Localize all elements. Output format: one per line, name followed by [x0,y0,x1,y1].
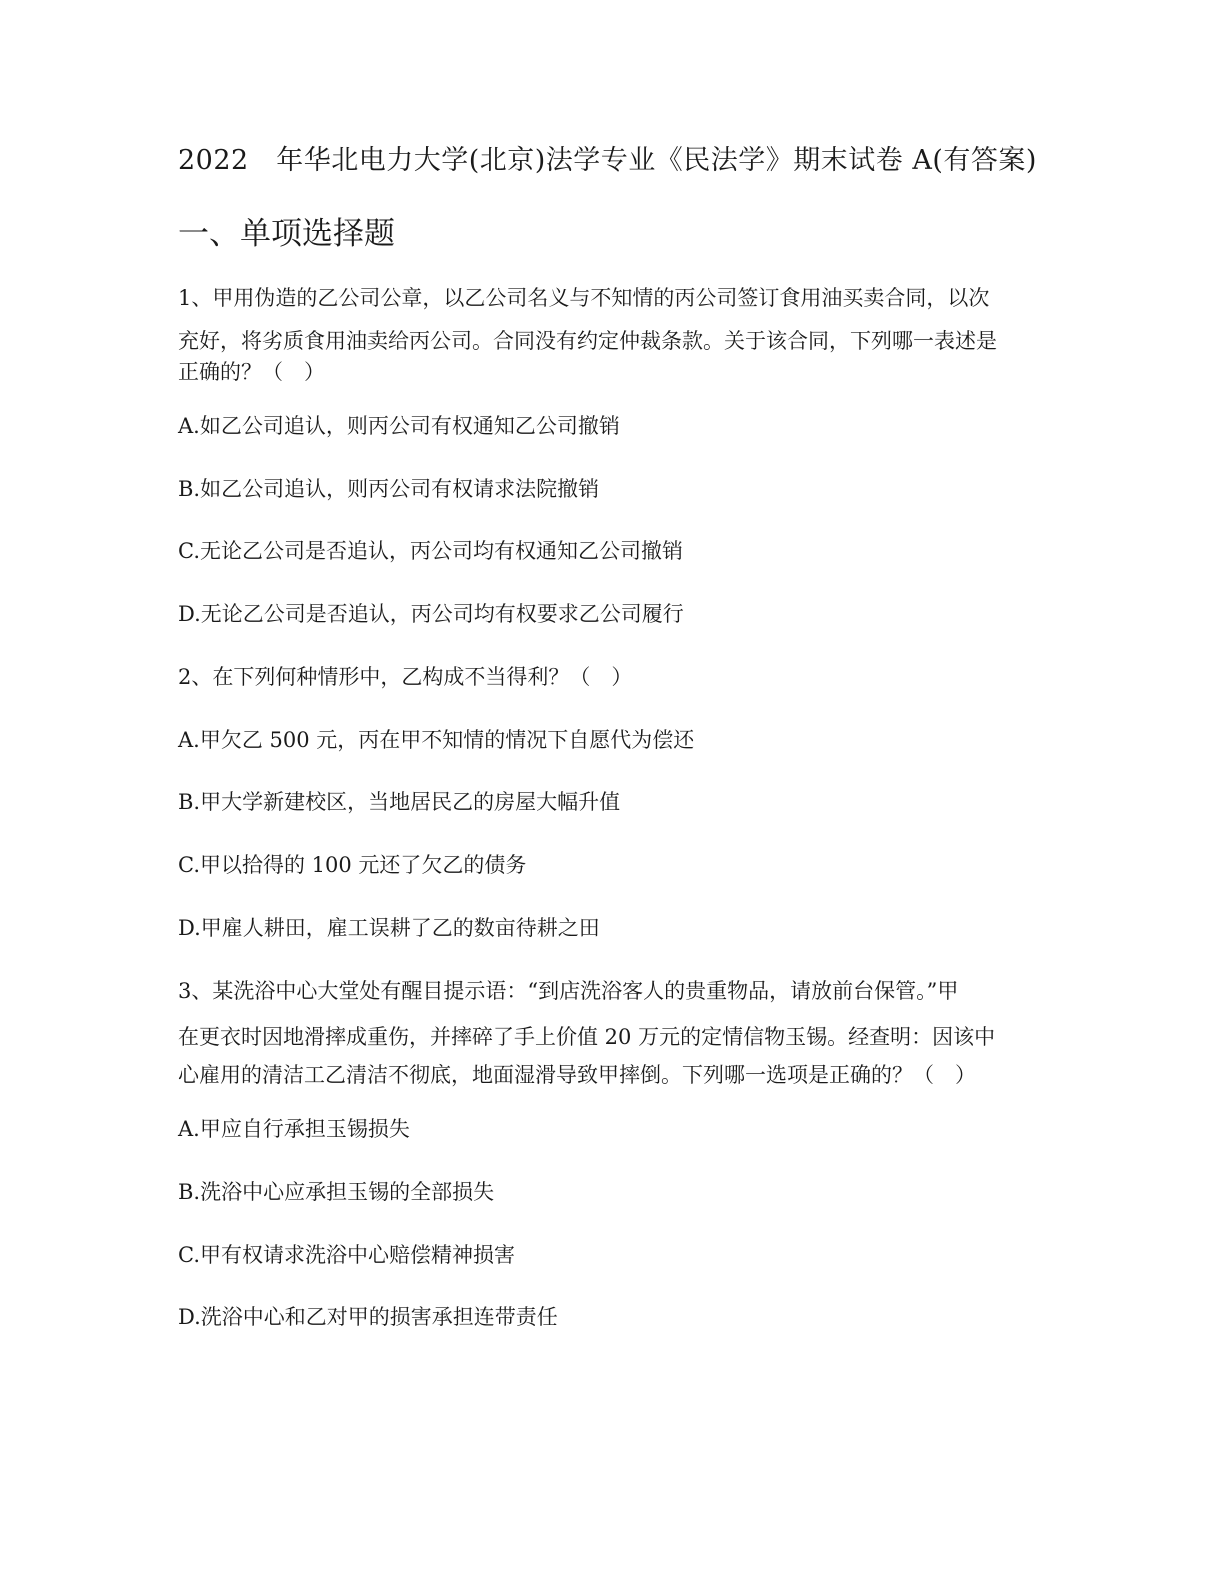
question-3-option-a: A.甲应自行承担玉锡损失 [178,1117,410,1141]
question-3-stem-line-1: 3、某洗浴中心大堂处有醒目提示语：“到店洗浴客人的贵重物品，请放前台保管。”甲 [178,979,959,1003]
question-1-option-c: C.无论乙公司是否追认，丙公司均有权通知乙公司撤销 [178,539,683,563]
section-heading: 一、单项选择题 [178,216,395,252]
question-2-option-b: B.甲大学新建校区，当地居民乙的房屋大幅升值 [178,790,621,814]
question-3-stem-line-3: 心雇用的清洁工乙清洁不彻底，地面湿滑导致甲摔倒。下列哪一选项是正确的？（ ） [178,1063,976,1087]
question-1-stem-line-3: 正确的？（ ） [178,360,325,384]
question-3-option-d: D.洗浴中心和乙对甲的损害承担连带责任 [178,1305,558,1329]
question-2-option-c: C.甲以拾得的 100 元还了欠乙的债务 [178,853,527,877]
question-1-option-a: A.如乙公司追认，则丙公司有权通知乙公司撤销 [178,414,620,438]
question-2-option-d: D.甲雇人耕田，雇工误耕了乙的数亩待耕之田 [178,916,600,940]
question-3-stem-line-2: 在更衣时因地滑摔成重伤，并摔碎了手上价值 20 万元的定情信物玉锡。经查明：因该中 [178,1025,996,1049]
exam-title: 2022 年华北电力大学(北京)法学专业《民法学》期末试卷 A(有答案) [178,145,1037,176]
question-1-option-d: D.无论乙公司是否追认，丙公司均有权要求乙公司履行 [178,602,684,626]
question-1-option-b: B.如乙公司追认，则丙公司有权请求法院撤销 [178,477,600,501]
question-3-option-c: C.甲有权请求洗浴中心赔偿精神损害 [178,1243,515,1267]
question-2-stem-line-1: 2、在下列何种情形中，乙构成不当得利？（ ） [178,665,633,689]
question-1-stem-line-1: 1、甲用伪造的乙公司公章，以乙公司名义与不知情的丙公司签订食用油买卖合同，以次 [178,286,990,310]
question-1-stem-line-2: 充好，将劣质食用油卖给丙公司。合同没有约定仲裁条款。关于该合同，下列哪一表述是 [178,329,997,353]
question-2-option-a: A.甲欠乙 500 元，丙在甲不知情的情况下自愿代为偿还 [178,728,695,752]
question-3-option-b: B.洗浴中心应承担玉锡的全部损失 [178,1180,495,1204]
